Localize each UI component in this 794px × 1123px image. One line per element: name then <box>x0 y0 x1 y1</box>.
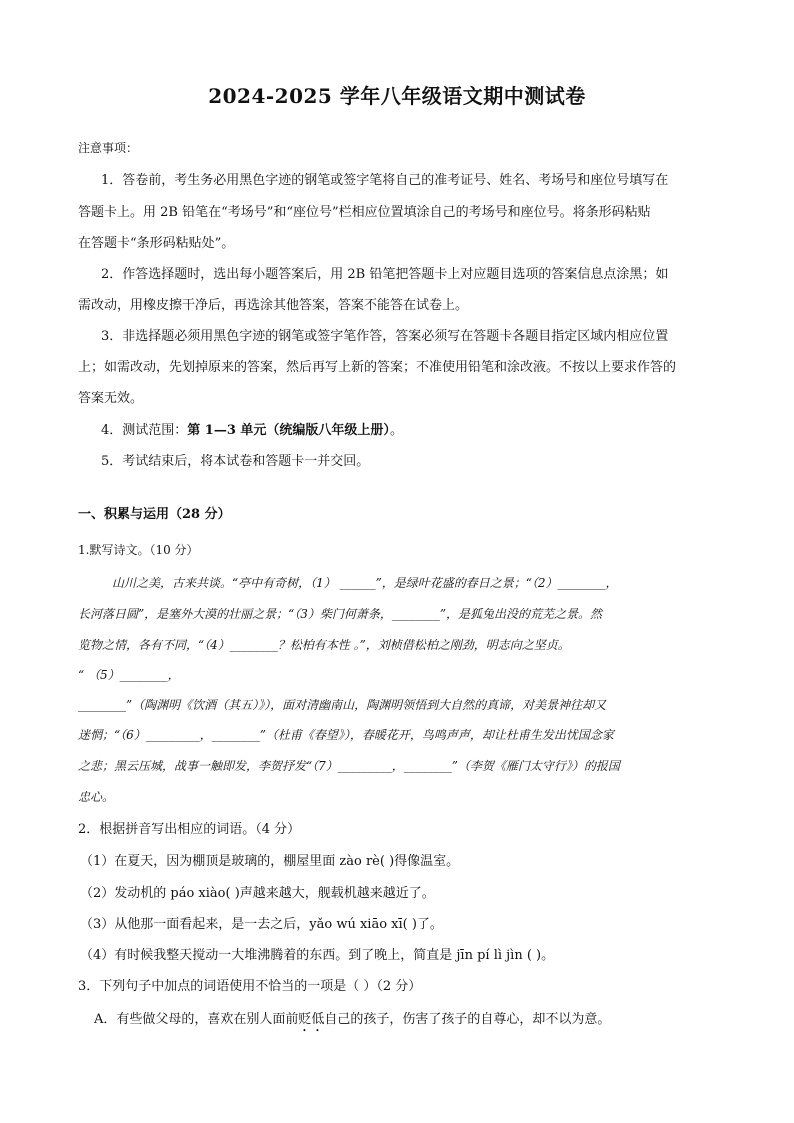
q3-option-a <box>94 1010 610 1035</box>
q3-option-a-prefix: A．有些做父母的，喜欢在别人面前 <box>94 1012 299 1027</box>
q1-line-2: 长河落日圆”，是塞外大漠的壮丽之景；“（3）柴门何萧条，________”，是狐兔出没的荒芜之景。然 <box>78 607 603 621</box>
q3-option-a-suffix: 自己的孩子，伤害了孩子的自尊心，却不以为意。 <box>324 1012 611 1027</box>
q2-item-1: （1）在夏天，因为棚顶是玻璃的，棚屋里面 zào rè( )得像温室。 <box>80 854 460 869</box>
q2-item-3: （3）从他那一面看起来，是一去之后，yǎo wú xiāo xī( )了。 <box>80 917 443 932</box>
notice-item-4-suffix: 。 <box>389 423 403 438</box>
section-1-heading: 一、积累与运用（28 分） <box>78 507 231 522</box>
notice-line-2: 答题卡上。用 2B 铅笔在“考场号”和“座位号”栏相应位置填涂自己的考场号和座位号。将条形码粘贴 <box>78 205 651 220</box>
notice-item-4-prefix: 4．测试范围： <box>101 423 188 438</box>
q1-label: 1.默写诗文。（10 分） <box>78 543 199 557</box>
q3-label: 3．下列句子中加点的词语使用不恰当的一项是（ ）（2 分） <box>78 979 422 994</box>
notice-item-5: 5．考试结束后，将本试卷和答题卡一并交回。 <box>101 454 370 469</box>
notice-line-3: 在答题卡“条形码粘贴处”。 <box>78 236 235 251</box>
notice-line-1: 1．答卷前，考生务必用黑色字迹的钢笔或签字笔将自己的准考证号、姓名、考场号和座位号填写在 <box>101 173 669 188</box>
q1-line-6: 迷惘；“（6）_________，________”（杜甫《春望》），春暖花开，鸟鸣声声，却让杜甫生发出忧国念家 <box>78 728 614 742</box>
q2-item-2: （2）发动机的 páo xiào( )声越来越大，舰载机越来越近了。 <box>80 886 435 901</box>
q3-option-a-dotted-word: 贬低 <box>298 1012 325 1027</box>
notice-line-8: 答案无效。 <box>78 391 144 406</box>
q1-line-8: 忠心。 <box>78 790 115 804</box>
q1-line-5: ________”（陶渊明《饮酒（其五）》），面对清幽南山，陶渊明领悟到大自然的真谛，对美景神往却又 <box>78 698 607 712</box>
q2-item-4: （4）有时候我整天搅动一大堆沸腾着的东西。到了晚上，简直是 jīn pí lì jìn ( )。 <box>80 948 555 963</box>
notice-item-4 <box>101 421 403 441</box>
q1-line-3: 览物之情，各有不同，“（4）________？松柏有本性 。”，刘桢借松柏之刚劲，明志向之坚贞。 <box>78 638 570 652</box>
notice-item-4-scope: 第 1—3 单元（统编版八年级上册） <box>187 423 390 438</box>
q1-line-1: 山川之美，古来共谈。“亭中有奇树，（1） ______”，是绿叶花盛的春日之景；“（2）________， <box>112 576 618 590</box>
page-title: 2024-2025 学年八年级语文期中测试卷 <box>208 84 586 108</box>
notice-line-4: 2．作答选择题时，选出每小题答案后，用 2B 铅笔把答题卡上对应题目选项的答案信息点涂黑；如 <box>101 267 669 282</box>
q1-line-4: “ （5）________， <box>78 668 180 682</box>
q2-label: 2．根据拼音写出相应的词语。（4 分） <box>78 822 301 837</box>
q1-line-7: 之悲；黑云压城，战事一触即发，李贺抒发“（7）_________，________”（李贺《雁门太守行》）的报国 <box>78 759 620 773</box>
notice-line-7: 上；如需改动，先划掉原来的答案，然后再写上新的答案；不准使用铅笔和涂改液。不按以上要求作答的 <box>78 360 677 375</box>
notice-line-5: 需改动，用橡皮擦干净后，再选涂其他答案，答案不能答在试卷上。 <box>78 298 469 313</box>
notice-heading: 注意事项： <box>78 141 139 155</box>
notice-line-6: 3．非选择题必须用黑色字迹的钢笔或签字笔作答，答案必须写在答题卡各题目指定区域内相应位置 <box>101 329 669 344</box>
